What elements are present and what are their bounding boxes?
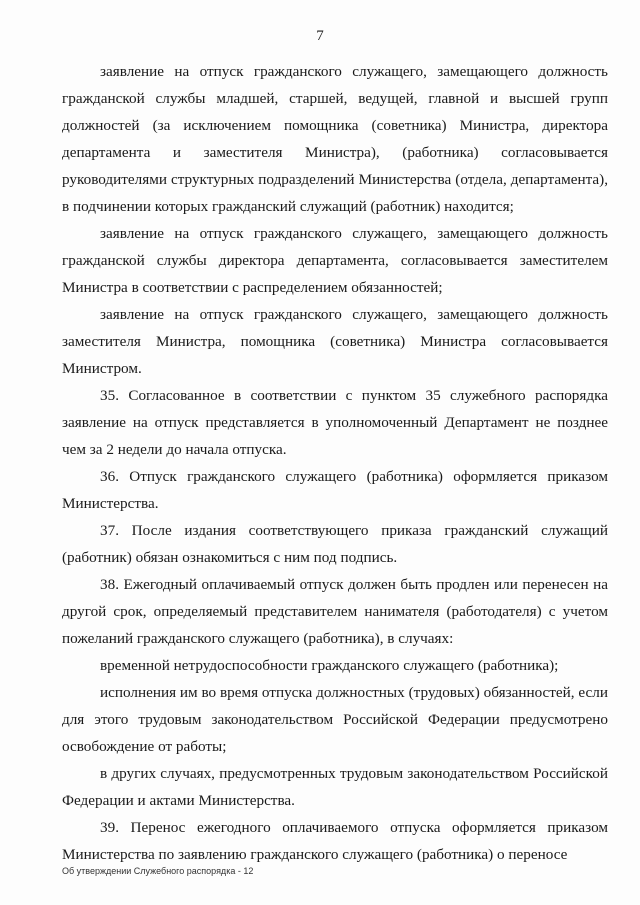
document-body — [62, 58, 608, 868]
page-footer: Об утверждении Служебного распорядка - 12 — [62, 866, 254, 876]
paragraph-item-39: 39. Перенос ежегодного оплачиваемого отпуска оформляется приказом Министерства по заявлению гражданского служащего (работника) о переносе — [62, 819, 608, 863]
paragraph: исполнения им во время отпуска должностных (трудовых) обязанностей, если для этого трудовым законодательством Российской Федерации предусмотрено освобождение от работы; — [62, 684, 608, 755]
paragraph-item-37: 37. После издания соответствующего приказа гражданский служащий (работник) обязан ознакомиться с ним под подпись. — [62, 522, 608, 566]
paragraph: заявление на отпуск гражданского служащего, замещающего должность заместителя Министра, помощника (советника) Министра согласовывается Министром. — [62, 306, 608, 377]
paragraph-item-35: 35. Согласованное в соответствии с пунктом 35 служебного распорядка заявление на отпуск представляется в уполномоченный Департамент не позднее чем за 2 недели до начала отпуска. — [62, 387, 608, 458]
paragraph: в других случаях, предусмотренных трудовым законодательством Российской Федерации и актами Министерства. — [62, 765, 608, 809]
paragraph: заявление на отпуск гражданского служащего, замещающего должность гражданской службы младшей, старшей, ведущей, главной и высшей групп должностей (за исключением помощника (советника) Министра, директора департамента и заместителя Министра), (работника) согласовывается руководителями структурных подразделений Министерства (отдела, департамента), в подчинении которых гражданский служащий (работник) находится; — [62, 63, 608, 215]
paragraph: временной нетрудоспособности гражданского служащего (работника); — [100, 657, 559, 674]
paragraph: заявление на отпуск гражданского служащего, замещающего должность гражданской службы директора департамента, согласовывается заместителем Министра в соответствии с распределением обязанностей; — [62, 225, 608, 296]
paragraph-item-36: 36. Отпуск гражданского служащего (работника) оформляется приказом Министерства. — [62, 468, 608, 512]
page-number: 7 — [316, 28, 324, 44]
paragraph-item-38: 38. Ежегодный оплачиваемый отпуск должен быть продлен или перенесен на другой срок, определяемый представителем нанимателя (работодателя) с учетом пожеланий гражданского служащего (работника), в случаях: — [62, 576, 608, 647]
